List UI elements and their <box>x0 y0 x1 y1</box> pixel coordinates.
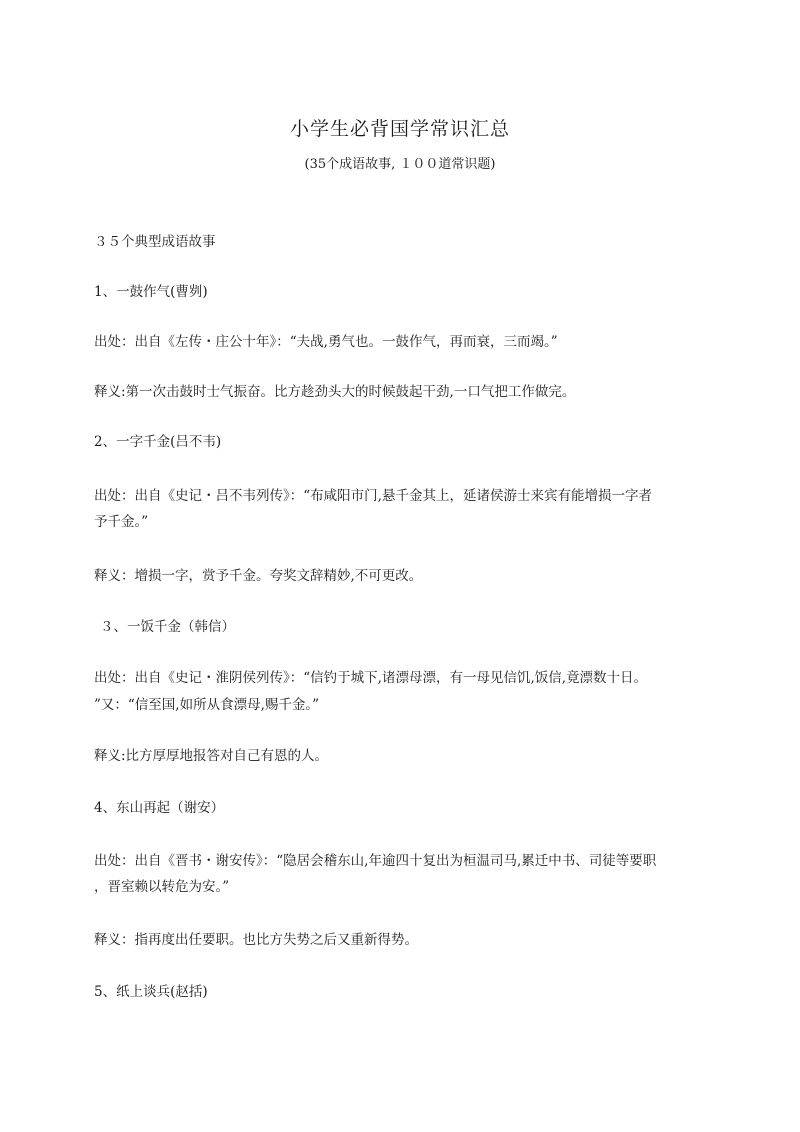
entry-heading: ３、一饭千金（韩信） <box>100 619 235 635</box>
entry-source: 出处：出自《晋书・谢安传》：“隐居会稽东山,年逾四十复出为桓温司马,累迁中书、司徒等要职 <box>94 853 657 869</box>
entry-heading: 4、东山再起（谢安） <box>94 800 225 816</box>
section-heading: ３５个典型成语故事 <box>94 234 216 250</box>
entry-source: 出处：出自《史记・吕不韦列传》：“布咸阳市门,悬千金其上，延诸侯游士来宾有能增损一字者 <box>94 488 652 504</box>
entry-heading: 2、一字千金(吕不韦) <box>94 434 222 450</box>
page-title: 小学生必背国学常识汇总 <box>289 118 510 140</box>
entry-meaning: 释义：指再度出任要职。也比方失势之后又重新得势。 <box>94 932 418 948</box>
entry-heading: 5、纸上谈兵(赵括) <box>94 984 208 1000</box>
entry-source-continued: 予千金。” <box>94 514 149 530</box>
entry-source-continued: ，晋室赖以转危为安。” <box>94 879 230 895</box>
entry-source: 出处：出自《史记・淮阴侯列传》：“信钓于城下,诸漂母漂，有一母见信饥,饭信,竟漂数十日。 <box>94 670 648 686</box>
entry-source-continued: ”又：“信至国,如所从食漂母,赐千金。” <box>94 697 320 713</box>
entry-meaning: 释义：增损一字，赏予千金。夸奖文辞精妙,不可更改。 <box>94 568 423 584</box>
entry-heading: 1、一鼓作气(曹刿) <box>94 284 208 300</box>
entry-source: 出处：出自《左传・庄公十年》：“夫战,勇气也。一鼓作气，再而衰，三而竭。” <box>94 334 558 350</box>
page-subtitle: (35个成语故事, １００道常识题) <box>304 157 496 172</box>
entry-meaning: 释义:比方厚厚地报答对自己有恩的人。 <box>94 748 329 764</box>
entry-meaning: 释义:第一次击鼓时士气振奋。比方趁劲头大的时候鼓起干劲,一口气把工作做完。 <box>94 384 576 400</box>
